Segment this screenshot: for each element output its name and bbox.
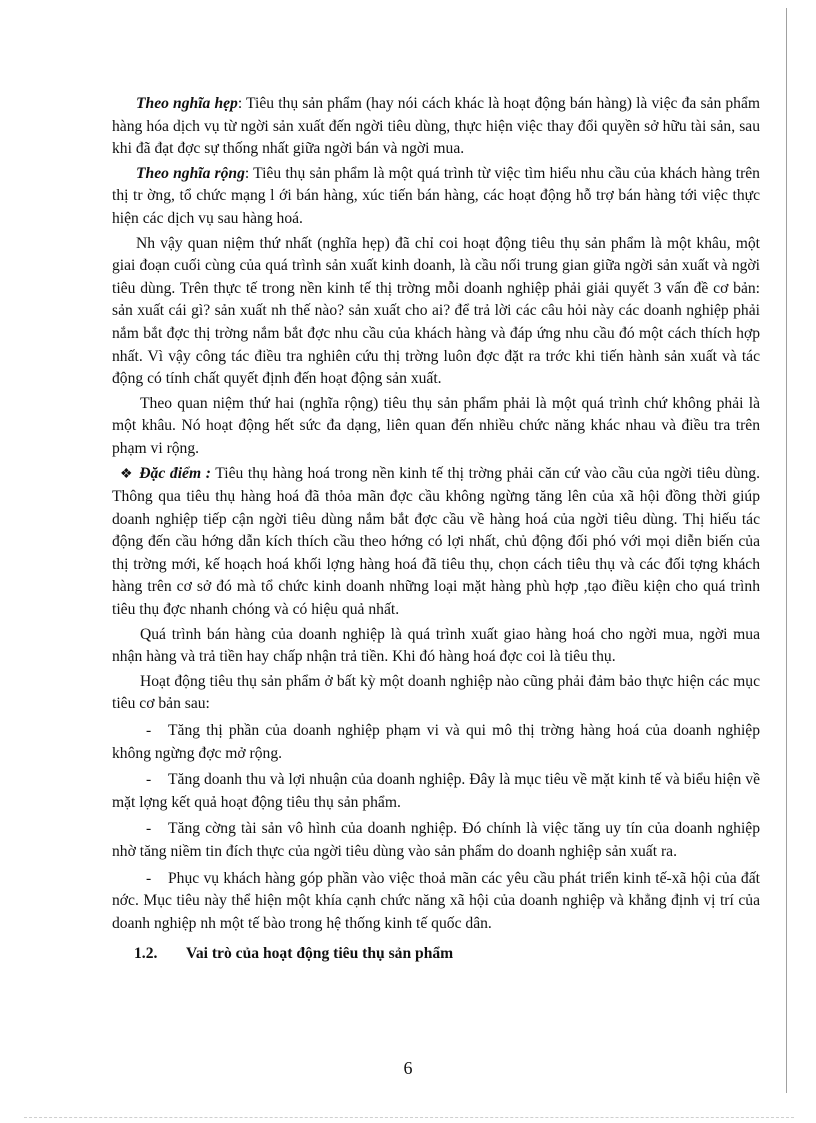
paragraph-first-concept: Nh vậy quan niệm thứ nhất (nghĩa hẹp) đã chỉ coi hoạt động tiêu thụ sản phẩm là một khâu, một giai đoạn cuối cùng của quá trình sản xuất kinh doanh, là cầu nối trung gian giữa ngời sản xuất và ngời tiêu dùng. Trên thực tế trong nền kinh tế thị trờng mỗi doanh nghiệp phải giải quyết 3 vấn đề cơ bản: sản xuất cái gì? sản xuất nh thế nào? sản xuất cho ai? để trả lời các câu hỏi này các doanh nghiệp phải nắm bắt đợc thị trờng nắm bắt đợc nhu cầu của khách hàng và đáp ứng nhu cầu đó một cách thích hợp nhất. Vì vậy công tác điều tra nghiên cứu thị trờng luôn đợc đặt ra trớc khi tiến hành sản xuất và tác động có tính chất quyết định đến hoạt động sản xuất. (112, 234, 760, 388)
dash-bullet: - (146, 771, 152, 789)
dash-bullet: - (146, 820, 152, 838)
paragraph-sales-process: Quá trình bán hàng của doanh nghiệp là quá trình xuất giao hàng hoá cho ngời mua, ngời mua nhận hàng và trả tiền hay chấp nhận trả tiền. Khi đó hàng hoá đợc coi là tiêu thụ. (112, 625, 760, 666)
objective-item-1 (112, 720, 760, 765)
narrow-sense-text: : Tiêu thụ sản phẩm (hay nói cách khác là hoạt động bán hàng) là việc đa sản phẩm hàng hóa dịch vụ từ ngời sản xuất đến ngời tiêu dùng, thực hiện việc thay đổi quyền sở hữu tài sản, sau khi đã đạt đợc sự thống nhất giữa ngời bán và ngời mua. (112, 95, 761, 158)
paragraph-narrow-sense (112, 93, 760, 161)
document-body (112, 93, 760, 968)
objective-item-3 (112, 818, 760, 863)
paragraph-broad-sense (112, 163, 760, 231)
objective-item-text: Tăng cờng tài sản vô hình của doanh nghiệp. Đó chính là việc tăng uy tín của doanh nghiệp nhờ tăng niềm tin đích thực của ngời tiêu dùng vào sản phẩm do doanh nghiệp sản xuất ra. (112, 820, 760, 860)
diamond-bullet-icon: ❖ (120, 466, 134, 482)
objective-item-text: Tăng thị phần của doanh nghiệp phạm vi và qui mô thị trờng hàng hoá của doanh nghiệp không ngừng đợc mở rộng. (112, 722, 760, 762)
dash-bullet: - (146, 722, 152, 740)
paragraph-objectives-intro: Hoạt động tiêu thụ sản phẩm ở bất kỳ một doanh nghiệp nào cũng phải đảm bảo thực hiện các mục tiêu cơ bản sau: (112, 672, 760, 713)
objective-item-text: Tăng doanh thu và lợi nhuận của doanh nghiệp. Đây là mục tiêu về mặt kinh tế và biểu hiện về mặt lợng kết quả hoạt động tiêu thụ sản phẩm. (112, 771, 760, 811)
section-heading (112, 943, 760, 966)
paragraph-second-concept: Theo quan niệm thứ hai (nghĩa rộng) tiêu thụ sản phẩm phải là một quá trình chứ không phải là một khâu. Nó hoạt động hết sức đa dạng, liên quan đến nhiều chức năng khác nhau và điều tra trên phạm vi rộng. (112, 394, 760, 457)
characteristics-lead: Đặc điểm : (139, 464, 211, 482)
dash-bullet: - (146, 869, 152, 887)
section-title: Vai trò của hoạt động tiêu thụ sản phẩm (186, 945, 454, 963)
broad-sense-text: : Tiêu thụ sản phẩm là một quá trình từ việc tìm hiểu nhu cầu của khách hàng trên thị tr ờng, tổ chức mạng l ới bán hàng, xúc tiến bán hàng, các hoạt động hỗ trợ bán hàng tới việc thực hiện các dịch vụ sau hàng hoá. (112, 164, 760, 227)
objective-item-text: Phục vụ khách hàng góp phần vào việc thoả mãn các yêu cầu phát triển kinh tế-xã hội của đất nớc. Mục tiêu này thể hiện một khía cạnh chức năng xã hội của doanh nghiệp và khẳng định vị trí của doanh nghiệp nh một tế bào trong hệ thống kinh tế quốc dân. (112, 869, 760, 932)
objective-item-4 (112, 868, 760, 936)
page-border-bottom (24, 1117, 794, 1118)
narrow-sense-lead: Theo nghĩa hẹp (136, 95, 238, 112)
paragraph-characteristics (112, 463, 760, 622)
characteristics-text: Tiêu thụ hàng hoá trong nền kinh tế thị trờng phải căn cứ vào cầu của ngời tiêu dùng. Thông qua tiêu thụ hàng hoá đã thỏa mãn đợc cầu không ngừng tăng lên của xã hội đồng thời giúp doanh nghiệp tiếp cận ngời tiêu dùng nắm bắt đợc cầu về hàng hoá của ngời tiêu dùng. Thị hiếu tác động đến cầu hớng dẫn kích thích cầu theo hớng có lợi nhất, chủ động đối phó với mọi diễn biến của thị trờng mới, kế hoạch hoá khối lợng hàng hoá đã tiêu thụ, chọn cách tiêu thụ và các đối tợng khách hàng trên cơ sở đó mà tổ chức kinh doanh những loại mặt hàng phù hợp ,tạo điều kiện cho quá trình tiêu thụ đợc nhanh chóng và có hiệu quả nhất. (112, 464, 760, 619)
section-number: 1.2. (134, 945, 158, 963)
page-number: 6 (403, 1058, 413, 1078)
broad-sense-lead: Theo nghĩa rộng (136, 164, 245, 182)
page-border-right (786, 8, 787, 1093)
objective-item-2 (112, 769, 760, 814)
